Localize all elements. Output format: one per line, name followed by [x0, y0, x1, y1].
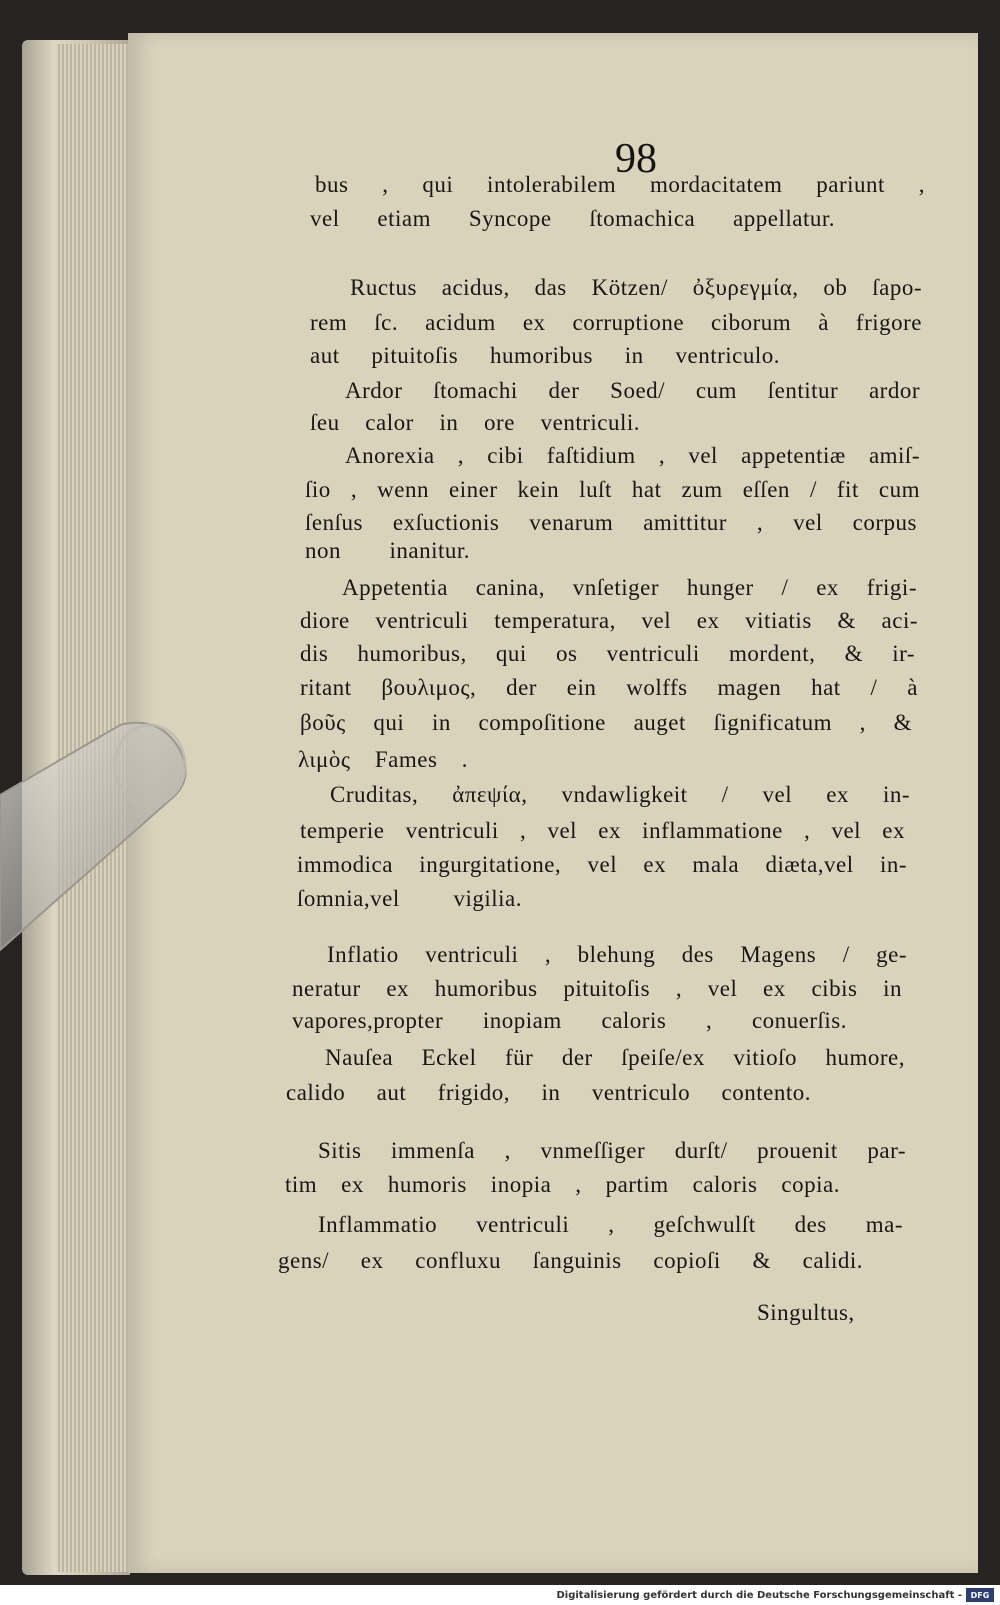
text-line: aut pituitoſis humoribus in ventriculo. — [310, 343, 780, 368]
page-clip-icon — [0, 720, 190, 980]
text-line: tim ex humoris inopia , partim caloris copia. — [285, 1172, 840, 1197]
page-number: 98 — [615, 136, 657, 182]
text-line: vapores,propter inopiam caloris , conuerſis. — [292, 1008, 847, 1033]
text-line: bus , qui intolerabilem mordacitatem pariunt , — [315, 172, 925, 197]
text-line: calido aut frigido, in ventriculo contento. — [286, 1080, 811, 1105]
text-line: Cruditas, ἀπεψία, vndawligkeit / vel ex in- — [330, 782, 910, 807]
text-line: dis humoribus, qui os ventriculi mordent, & ir- — [300, 641, 915, 666]
text-line: immodica ingurgitatione, vel ex mala diæta,vel in- — [297, 852, 907, 877]
text-line: non inanitur. — [305, 538, 470, 563]
text-line: neratur ex humoribus pituitoſis , vel ex cibis in — [292, 976, 902, 1001]
text-line: diore ventriculi temperatura, vel ex vitiatis & aci- — [300, 608, 918, 633]
dfg-logo: DFG — [966, 1588, 994, 1602]
text-line: Nauſea Eckel für der ſpeiſe/ex vitioſo humore, — [325, 1045, 905, 1070]
text-line: ſomnia,vel vigilia. — [297, 886, 522, 911]
footer-bar — [0, 1585, 1000, 1605]
text-line: Appetentia canina, vnſetiger hunger / ex frigi- — [342, 575, 917, 600]
text-line: ritant βουλιμος, der ein wolffs magen hat / à — [300, 675, 918, 700]
text-line: ſio , wenn einer kein luſt hat zum eſſen / fit cum — [305, 477, 920, 502]
text-line: βοῦς qui in compoſitione auget ſignificatum , & — [300, 710, 912, 735]
footer-credit: Digitalisierung gefördert durch die Deutsche Forschungsgemeinschaft - — [556, 1589, 962, 1601]
text-line: Inflammatio ventriculi , geſchwulſt des ma- — [318, 1212, 903, 1237]
text-line: rem ſc. acidum ex corruptione ciborum à frigore — [310, 310, 922, 335]
text-line: gens/ ex confluxu ſanguinis copioſi & calidi. — [278, 1248, 863, 1273]
text-line: ſeu calor in ore ventriculi. — [310, 410, 640, 435]
text-line: vel etiam Syncope ſtomachica appellatur. — [310, 206, 835, 231]
text-line: ſenſus exſuctionis venarum amittitur , vel corpus — [305, 510, 917, 535]
text-line: λιμὸς Fames . — [298, 747, 468, 772]
text-line: Sitis immenſa , vnmeſſiger durſt/ prouenit par- — [318, 1138, 906, 1163]
text-line: Ructus acidus, das Kötzen/ ὀξυρεγμία, ob ſapo- — [350, 275, 922, 300]
text-line: Singultus, — [757, 1300, 855, 1325]
text-line: Inflatio ventriculi , blehung des Magens / ge- — [327, 942, 907, 967]
text-line: temperie ventriculi , vel ex inflammatione , vel ex — [300, 818, 905, 843]
text-line: Ardor ſtomachi der Soed/ cum ſentitur ardor — [345, 378, 920, 403]
text-line: Anorexia , cibi faſtidium , vel appetentiæ amiſ- — [345, 443, 920, 468]
